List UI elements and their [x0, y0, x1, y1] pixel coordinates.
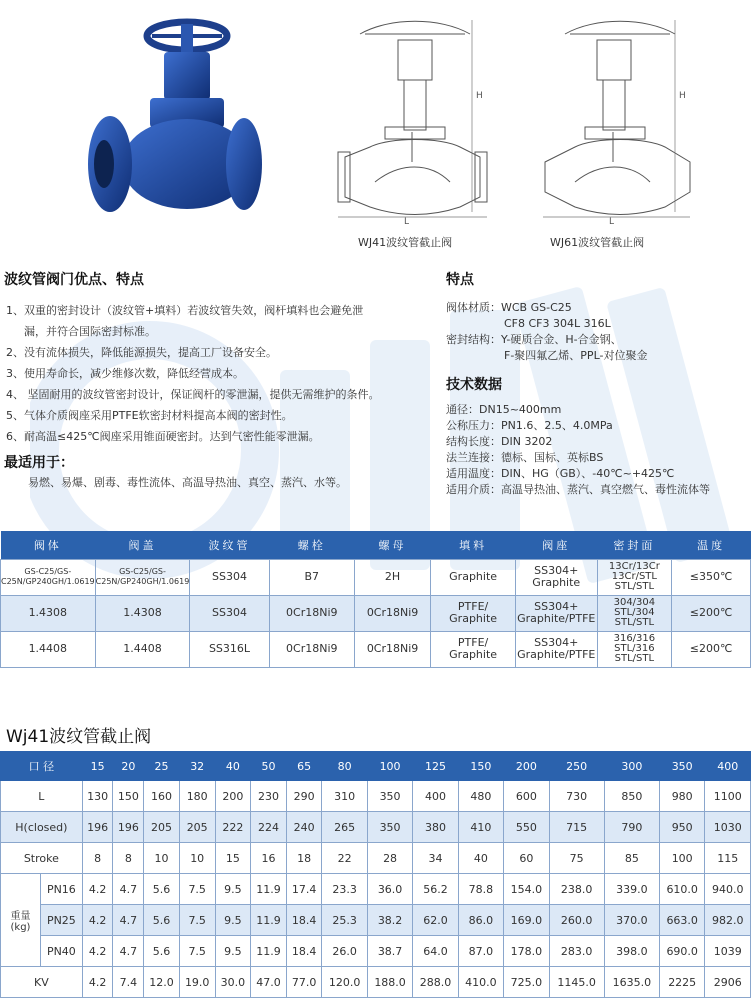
kv-value: 188.0: [367, 967, 412, 998]
dimension-value: 18: [286, 843, 322, 874]
dimension-value: 600: [504, 781, 549, 812]
cell-seat: SS304+ Graphite/PTFE: [515, 631, 597, 667]
kv-value: 2225: [659, 967, 704, 998]
header-bolt: 螺栓: [269, 531, 354, 559]
dimension-value: 28: [367, 843, 412, 874]
dimension-value: 1030: [705, 812, 751, 843]
dimension-value: 230: [251, 781, 287, 812]
dimension-value: 350: [367, 812, 412, 843]
header-size: 65: [286, 752, 322, 781]
dimension-value: 40: [458, 843, 503, 874]
dimension-value: 205: [144, 812, 180, 843]
kv-value: 288.0: [413, 967, 458, 998]
weight-value: 5.6: [144, 905, 180, 936]
materials-row: [1, 631, 751, 667]
cell-bolt: B7: [269, 559, 354, 595]
weight-value: 238.0: [549, 874, 604, 905]
advantage-item: 5、气体介质阀座采用PTFE软密封材料提高本阀的密封性。: [6, 409, 293, 422]
cell-bellows: SS316L: [190, 631, 269, 667]
weight-value: 11.9: [251, 936, 287, 967]
kv-value: 12.0: [144, 967, 180, 998]
advantages-title: 波纹管阀门优点、特点: [4, 272, 144, 288]
weight-value: 5.6: [144, 874, 180, 905]
weight-value: 9.5: [215, 874, 251, 905]
dimension-value: 150: [113, 781, 144, 812]
dimension-value: 205: [179, 812, 215, 843]
features-line: F-聚四氟乙烯、PPL-对位聚金: [504, 349, 648, 362]
materials-header-row: [1, 531, 751, 559]
cell-nut: 0Cr18Ni9: [354, 631, 430, 667]
weight-value: 17.4: [286, 874, 322, 905]
weight-value: 663.0: [659, 905, 704, 936]
caption-wj61: WJ61波纹管截止阀: [550, 236, 645, 249]
weight-value: 4.2: [82, 936, 113, 967]
cell-seat: SS304+ Graphite: [515, 559, 597, 595]
dimension-value: 200: [215, 781, 251, 812]
dimension-value: 730: [549, 781, 604, 812]
cell-body: GS-C25/GS-C25N/GP240GH/1.0619: [1, 559, 96, 595]
weight-value: 398.0: [604, 936, 659, 967]
dimension-value: 480: [458, 781, 503, 812]
weight-value: 4.7: [113, 905, 144, 936]
header-size: 150: [458, 752, 503, 781]
cell-bellows: SS304: [190, 595, 269, 631]
tech-line: 公称压力：PN1.6、2.5、4.0MPa: [446, 419, 613, 432]
weight-value: 4.2: [82, 905, 113, 936]
dimensions-header-row: [1, 752, 751, 781]
header-size: 100: [367, 752, 412, 781]
dimension-value: 715: [549, 812, 604, 843]
dimension-value: 16: [251, 843, 287, 874]
weight-value: 339.0: [604, 874, 659, 905]
features-title: 特点: [446, 272, 474, 288]
dimension-row: [1, 843, 751, 874]
dimension-value: 400: [413, 781, 458, 812]
dimension-value: 34: [413, 843, 458, 874]
header-size: 200: [504, 752, 549, 781]
header-size: 350: [659, 752, 704, 781]
row-label: L: [1, 781, 83, 812]
weight-value: 64.0: [413, 936, 458, 967]
dimension-value: 100: [659, 843, 704, 874]
dimension-value: 950: [659, 812, 704, 843]
advantages-list: [6, 300, 426, 447]
pressure-label: PN25: [41, 905, 83, 936]
dim-h-label-right: H: [679, 91, 686, 101]
header-nut: 螺母: [354, 531, 430, 559]
row-label: Stroke: [1, 843, 83, 874]
features-line: 阀体材质：WCB GS-C25: [446, 301, 572, 314]
advantage-item: 漏，并符合国际密封标准。: [24, 325, 156, 338]
header-size: 400: [705, 752, 751, 781]
weight-value: 4.2: [82, 874, 113, 905]
dimension-value: 196: [113, 812, 144, 843]
weight-value: 38.7: [367, 936, 412, 967]
weight-value: 9.5: [215, 905, 251, 936]
weight-value: 23.3: [322, 874, 367, 905]
cell-seal: 304/304 STL/304 STL/STL: [597, 595, 672, 631]
best-for-title: 最适用于：: [4, 455, 74, 471]
weight-value: 38.2: [367, 905, 412, 936]
weight-value: 18.4: [286, 905, 322, 936]
cell-seat: SS304+ Graphite/PTFE: [515, 595, 597, 631]
weight-value: 7.5: [179, 874, 215, 905]
dimension-value: 350: [367, 781, 412, 812]
row-label: KV: [1, 967, 83, 998]
dimension-value: 85: [604, 843, 659, 874]
header-size: 15: [82, 752, 113, 781]
tech-line: 适用温度：DIN、HG（GB）、-40℃~+425℃: [446, 467, 675, 480]
dimension-value: 224: [251, 812, 287, 843]
cell-temp: ≤200℃: [672, 631, 751, 667]
wj41-drawing: [330, 12, 490, 227]
dimension-value: 980: [659, 781, 704, 812]
wj61-drawing: [535, 12, 695, 227]
cell-temp: ≤200℃: [672, 595, 751, 631]
dimension-value: 8: [82, 843, 113, 874]
header-packing: 填料: [431, 531, 516, 559]
weight-value: 982.0: [705, 905, 751, 936]
kv-value: 120.0: [322, 967, 367, 998]
weight-value: 178.0: [504, 936, 549, 967]
dimension-value: 196: [82, 812, 113, 843]
dimension-row: [1, 781, 751, 812]
features-line: 密封结构：Y-硬质合金、H-合金钢、: [446, 333, 622, 346]
row-label: H(closed): [1, 812, 83, 843]
header-size: 80: [322, 752, 367, 781]
kv-row: [1, 967, 751, 998]
advantage-item: 1、双重的密封设计（波纹管+填料）若波纹管失效，阀杆填料也会避免泄: [6, 304, 364, 317]
kv-value: 725.0: [504, 967, 549, 998]
pressure-label: PN40: [41, 936, 83, 967]
dim-l-label-right: L: [609, 217, 615, 227]
tech-line: 结构长度：DIN 3202: [446, 435, 553, 448]
weight-value: 940.0: [705, 874, 751, 905]
header-size: 125: [413, 752, 458, 781]
dimension-value: 850: [604, 781, 659, 812]
cell-seal: 13Cr/13Cr 13Cr/STL STL/STL: [597, 559, 672, 595]
header-size: 20: [113, 752, 144, 781]
dimension-value: 160: [144, 781, 180, 812]
kv-value: 19.0: [179, 967, 215, 998]
weight-value: 62.0: [413, 905, 458, 936]
weight-value: 283.0: [549, 936, 604, 967]
weight-value: 690.0: [659, 936, 704, 967]
weight-row: [1, 905, 751, 936]
weight-value: 169.0: [504, 905, 549, 936]
cell-temp: ≤350℃: [672, 559, 751, 595]
weight-value: 1039: [705, 936, 751, 967]
cell-bonnet: GS-C25/GS-C25N/GP240GH/1.0619: [95, 559, 190, 595]
cell-seal: 316/316 STL/316 STL/STL: [597, 631, 672, 667]
dimension-value: 180: [179, 781, 215, 812]
header-size: 32: [179, 752, 215, 781]
materials-row: [1, 595, 751, 631]
tech-title: 技术数据: [446, 377, 502, 393]
dimension-value: 8: [113, 843, 144, 874]
weight-value: 26.0: [322, 936, 367, 967]
cell-packing: PTFE/ Graphite: [431, 631, 516, 667]
advantage-item: 3、使用寿命长，减少维修次数，降低经营成本。: [6, 367, 244, 380]
dimensions-table: [0, 751, 751, 998]
header-size-label: 口 径: [1, 752, 83, 781]
dimension-value: 222: [215, 812, 251, 843]
weight-value: 260.0: [549, 905, 604, 936]
header-bellows: 波纹管: [190, 531, 269, 559]
weight-value: 18.4: [286, 936, 322, 967]
weight-value: 87.0: [458, 936, 503, 967]
dim-h-label-left: H: [476, 91, 483, 101]
weight-value: 4.7: [113, 874, 144, 905]
weight-value: 25.3: [322, 905, 367, 936]
dimensions-title: Wj41波纹管截止阀: [6, 727, 152, 747]
dimension-value: 22: [322, 843, 367, 874]
weight-value: 7.5: [179, 936, 215, 967]
valve-figures: [0, 0, 751, 255]
kv-value: 1145.0: [549, 967, 604, 998]
tech-line: 适用介质：高温导热油、蒸汽、真空燃气、毒性流体等: [446, 483, 710, 496]
weight-value: 78.8: [458, 874, 503, 905]
materials-row: [1, 559, 751, 595]
kv-value: 47.0: [251, 967, 287, 998]
header-temp: 温度: [672, 531, 751, 559]
advantage-item: 4、 坚固耐用的波纹管密封设计，保证阀杆的零泄漏，提供无需维护的条件。: [6, 388, 380, 401]
dimension-value: 240: [286, 812, 322, 843]
advantage-item: 2、没有流体损失，降低能源损失，提高工厂设备安全。: [6, 346, 277, 359]
weight-row: [1, 874, 751, 905]
cell-body: 1.4408: [1, 631, 96, 667]
cell-nut: 0Cr18Ni9: [354, 595, 430, 631]
dimension-value: 550: [504, 812, 549, 843]
cell-bolt: 0Cr18Ni9: [269, 631, 354, 667]
cell-bolt: 0Cr18Ni9: [269, 595, 354, 631]
features-line: CF8 CF3 304L 316L: [504, 317, 611, 330]
header-seat: 阀座: [515, 531, 597, 559]
best-for-text: 易燃、易爆、剧毒、毒性流体、高温导热油、真空、蒸汽、水等。: [28, 476, 347, 489]
dimension-value: 290: [286, 781, 322, 812]
kv-value: 410.0: [458, 967, 503, 998]
advantage-item: 6、耐高温≤425℃阀座采用锥面硬密封。达到气密性能零泄漏。: [6, 430, 320, 443]
weight-value: 7.5: [179, 905, 215, 936]
dimension-value: 265: [322, 812, 367, 843]
dimension-value: 15: [215, 843, 251, 874]
dim-l-label-left: L: [404, 217, 410, 227]
cell-body: 1.4308: [1, 595, 96, 631]
cell-bonnet: 1.4408: [95, 631, 190, 667]
kv-value: 2906: [705, 967, 751, 998]
weight-value: 11.9: [251, 874, 287, 905]
dimension-value: 60: [504, 843, 549, 874]
header-seal: 密封面: [597, 531, 672, 559]
weight-value: 9.5: [215, 936, 251, 967]
weight-value: 4.7: [113, 936, 144, 967]
dimension-value: 10: [144, 843, 180, 874]
weight-value: 154.0: [504, 874, 549, 905]
weight-value: 610.0: [659, 874, 704, 905]
weight-value: 370.0: [604, 905, 659, 936]
header-body: 阀体: [1, 531, 96, 559]
cell-packing: Graphite: [431, 559, 516, 595]
weight-label: 重量 (kg): [1, 874, 41, 967]
tech-line: 通径：DN15~400mm: [446, 403, 562, 416]
header-size: 300: [604, 752, 659, 781]
dimension-value: 310: [322, 781, 367, 812]
dimension-row: [1, 812, 751, 843]
kv-value: 77.0: [286, 967, 322, 998]
header-size: 25: [144, 752, 180, 781]
header-size: 40: [215, 752, 251, 781]
header-bonnet: 阀盖: [95, 531, 190, 559]
kv-value: 30.0: [215, 967, 251, 998]
cell-bellows: SS304: [190, 559, 269, 595]
pressure-label: PN16: [41, 874, 83, 905]
weight-value: 56.2: [413, 874, 458, 905]
weight-row: [1, 936, 751, 967]
cell-packing: PTFE/ Graphite: [431, 595, 516, 631]
valve-photo: [82, 14, 267, 224]
caption-wj41: WJ41波纹管截止阀: [358, 236, 453, 249]
tech-line: 法兰连接：德标、国标、英标BS: [446, 451, 604, 464]
dimension-value: 75: [549, 843, 604, 874]
dimension-value: 790: [604, 812, 659, 843]
dimension-value: 115: [705, 843, 751, 874]
weight-value: 11.9: [251, 905, 287, 936]
kv-value: 4.2: [82, 967, 113, 998]
header-size: 250: [549, 752, 604, 781]
dimension-value: 410: [458, 812, 503, 843]
weight-value: 36.0: [367, 874, 412, 905]
materials-table: [0, 531, 751, 668]
weight-value: 5.6: [144, 936, 180, 967]
dimension-value: 380: [413, 812, 458, 843]
cell-bonnet: 1.4308: [95, 595, 190, 631]
header-size: 50: [251, 752, 287, 781]
dimension-value: 130: [82, 781, 113, 812]
dimension-value: 1100: [705, 781, 751, 812]
cell-nut: 2H: [354, 559, 430, 595]
dimension-value: 10: [179, 843, 215, 874]
kv-value: 7.4: [113, 967, 144, 998]
weight-value: 86.0: [458, 905, 503, 936]
kv-value: 1635.0: [604, 967, 659, 998]
